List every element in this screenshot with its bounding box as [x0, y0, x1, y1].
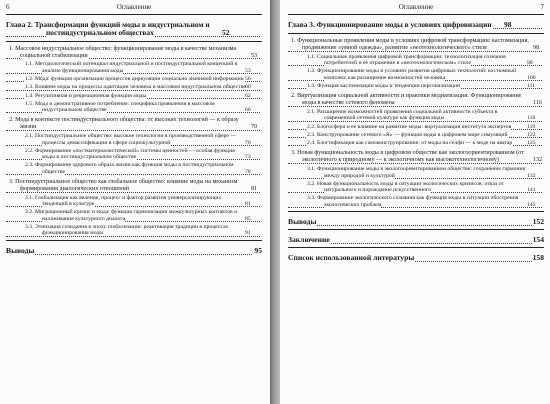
toc-entry[interactable]: [288, 83, 544, 89]
toc-entry-title: 2.3. Формирование здорового образа жизни как функция моды в постиндустриальном обществе: [25, 162, 234, 175]
toc-entry-title: 2.3. Конструирование сетевого «Я» — функция моды в цифровом мире симуляций: [307, 131, 508, 138]
toc-entry-page: 52: [261, 29, 262, 37]
toc-entry-title: 3. Постиндустриальное общество как глобальное общество: влияние моды на механизм формирования диалогических отношений: [9, 179, 238, 192]
toc-entry[interactable]: [6, 195, 262, 208]
toc-entry[interactable]: [6, 224, 262, 237]
toc-entry[interactable]: [6, 247, 262, 255]
toc-entry[interactable]: [6, 101, 262, 114]
book-gutter: [270, 0, 280, 404]
toc-entry-page: 66: [261, 107, 262, 113]
toc-entry[interactable]: [6, 76, 262, 82]
toc-entry[interactable]: [288, 132, 544, 138]
toc-entry-page: 116: [543, 115, 544, 121]
toc-entry-title: Список использованной литературы: [288, 252, 415, 262]
toc-entry-page: 106: [543, 75, 544, 81]
toc-entry[interactable]: [6, 179, 262, 193]
toc-entry-title: 1.2. Функционирование моды в условиях развития цифровых технологий: костюмный комплекс как расширение возможностей человека: [307, 68, 517, 81]
toc-entry-page: 73: [261, 154, 262, 160]
toc-entry[interactable]: [288, 218, 544, 226]
toc-entry-page: 125: [543, 140, 544, 146]
toc-entry-title: 1.1. Социальные проявления цифровой трансформации: технологизация сознания потребителей и ее отражение в «неотехнологическом» стиле: [307, 53, 506, 66]
toc-entry-page: 91: [261, 230, 262, 236]
toc-entry[interactable]: [288, 54, 544, 67]
left-page-number: 6: [6, 3, 10, 11]
toc-entry-page: 53: [261, 53, 262, 60]
toc-entry-title: Заключение: [288, 234, 330, 244]
toc-entry-page: 122: [543, 132, 544, 138]
section-divider: [288, 229, 544, 230]
toc-entry-title: 2. Виртуализация социальной активности и практики медиатизации. Функционирование моды в качестве сетевого феномена: [291, 93, 522, 106]
right-page-header-title: Оглавление: [398, 3, 434, 11]
toc-entry-title: Глава 3. Функционирование моды в условиях цифровизации: [288, 20, 492, 29]
toc-entry-title: 2.2. Формирование «постматериалистической» системы ценностей — особая функция моды в постиндустриальном обществе: [25, 147, 235, 161]
toc-entry[interactable]: [288, 140, 544, 146]
toc-entry-page: 154: [532, 234, 544, 244]
leader-dots: [288, 216, 544, 226]
toc-entry-page: 158: [532, 252, 544, 262]
toc-entry-title: 1. Функциональные проявления моды в условиях цифровой трансформации: кастомизация, продвижение «умной одежды», развитие «неотехнологического» стиля: [291, 37, 529, 51]
left-page: [0, 0, 270, 404]
toc-entry-title: Выводы: [288, 216, 317, 226]
toc-entry[interactable]: [288, 166, 544, 179]
leader-dots: [6, 245, 262, 255]
toc-entry-title: 1.4. Регулятивная и рекреационная функция моды: [25, 92, 147, 99]
toc-entry-page: 95: [254, 245, 262, 255]
toc-entry-title: 3.2. Новая функциональность моды в ситуации экологических кризисов: отказ от натурального и порождение искусственного: [307, 180, 504, 194]
toc-entry-page: 132: [543, 173, 544, 179]
toc-entry-title: 3.3. Формирование экологического сознания как функция моды в ситуации обострения экологических проблем: [307, 195, 519, 208]
toc-entry[interactable]: [6, 133, 262, 146]
section-divider: [6, 41, 262, 42]
toc-entry-title: 1.2. Мода: функция организации процессов циркуляции социально значимой информации: [25, 76, 244, 82]
toc-entry[interactable]: [6, 117, 262, 131]
toc-entry-page: 70: [261, 140, 262, 146]
toc-entry-title: Выводы: [6, 245, 35, 255]
toc-list-right: [288, 21, 544, 262]
toc-entry-page: 98: [543, 45, 544, 52]
toc-entry-page: 81: [261, 201, 262, 207]
toc-entry[interactable]: [288, 150, 544, 164]
toc-entry[interactable]: [288, 195, 544, 208]
toc-entry[interactable]: [288, 68, 544, 81]
toc-entry[interactable]: [288, 21, 544, 29]
toc-entry[interactable]: [6, 93, 262, 99]
toc-entry[interactable]: [6, 46, 262, 60]
toc-entry[interactable]: [6, 162, 262, 175]
toc-entry-title: 1.1. Методологический потенциал индустриальной и постиндустриальной концепций в анализе функционирования моды: [25, 61, 238, 74]
toc-entry-title: 1.3. Функция кастомизации моды и тенденции персонализации: [307, 82, 461, 89]
toc-entry-page: 152: [532, 216, 544, 226]
toc-entry[interactable]: [288, 181, 544, 194]
toc-entry[interactable]: [288, 109, 544, 122]
section-divider: [288, 247, 544, 248]
toc-entry[interactable]: [288, 38, 544, 52]
toc-entry-page: 119: [543, 124, 544, 130]
toc-entry-title: 2.4. Блогтификация как самоконструирование: от моды на селфи — к моде на аватар: [307, 140, 513, 147]
toc-entry[interactable]: [288, 254, 544, 262]
toc-entry-page: 81: [261, 186, 262, 193]
section-divider: [6, 240, 262, 241]
left-page-header: [6, 0, 262, 15]
toc-entry[interactable]: [288, 124, 544, 130]
toc-entry[interactable]: [6, 209, 262, 222]
toc-entry-title: 1.3. Влияние моды на процессы адаптации человека в массовом индустриальном обществе: [25, 84, 246, 91]
toc-entry-page: 132: [533, 157, 543, 164]
right-page-header: [288, 0, 544, 15]
toc-entry[interactable]: [288, 93, 544, 107]
toc-entry-page: 145: [543, 202, 544, 208]
section-divider: [288, 33, 544, 34]
toc-entry-title: 3.1. Глобализация как явление, процесс и фактор развития универсализирующих тенденций в культуре: [25, 194, 222, 208]
toc-entry-page: 62: [261, 93, 262, 99]
leader-dots: [6, 124, 262, 131]
toc-entry-title: 3. Новая функциональность моды в цифровом обществе как экологоориентированном (от экологичного к природному — к экологичному как высокотехнологичному): [291, 150, 524, 164]
toc-entry[interactable]: [6, 148, 262, 161]
toc-entry[interactable]: [6, 84, 262, 90]
toc-entry-page: 141: [543, 187, 544, 193]
toc-entry-page: 98: [543, 21, 544, 29]
toc-entry-page: 56: [261, 76, 262, 82]
toc-entry[interactable]: [6, 21, 262, 37]
toc-entry-title: Глава 2. Трансформация функций моды в индустриальном и постиндустриальном обществах: [6, 20, 210, 37]
toc-entry[interactable]: [6, 61, 262, 74]
toc-entry-title: 3.3. Этнизация созидания в эпоху глобализации: реактивация традиции в процессах функционирования моды: [25, 224, 229, 237]
toc-entry-page: 53: [261, 68, 262, 74]
toc-entry-title: 2.1. Постиндустриальное общество: высокие технологии в производственной сфере — процессы демассификации в сфере социокультурной: [25, 133, 236, 146]
toc-entry-page: 60: [261, 84, 262, 90]
toc-entry-page: 78: [261, 169, 262, 175]
toc-entry-page: 111: [543, 83, 544, 89]
toc-entry-title: 3.2. Миграционный кризис и мода: функция гармонизации межкультурных контактов и налаживания культурного диалога: [25, 209, 238, 222]
right-page: [280, 0, 550, 404]
toc-entry-page: 85: [261, 216, 262, 222]
toc-entry-title: 2.2. Блогосфера и ее влияние на развитие моды: виртуализация института экспертов: [307, 123, 512, 130]
toc-entry-page: 70: [261, 124, 262, 131]
toc-entry-page: 116: [543, 100, 544, 107]
toc-list-left: [6, 21, 262, 255]
toc-entry-title: 2. Мода в контексте постиндустриального общества: от высоких технологий — к образу жизни: [9, 117, 239, 131]
toc-entry-title: 3.1. Функционирование моды в экологоориентированном обществе: сохранение гармонии между природой и культурой: [307, 166, 526, 179]
toc-entry-title: 1. Массовое индустриальное общество: функционирование моды в качестве механизма социальной стабилизации: [9, 45, 237, 59]
toc-entry[interactable]: [288, 236, 544, 244]
toc-entry-title: 1.5. Мода и демонстративное потребление: специфика проявления в массовом индустриальном обществе: [25, 100, 215, 114]
toc-entry-page: 98: [543, 60, 544, 66]
left-page-header-title: Оглавление: [116, 3, 152, 11]
toc-entry-title: 2.1. Расширение возможностей проявления социальной активности субъекта в современной сетевой культуре как функция моды: [307, 108, 498, 122]
right-page-number: 7: [540, 3, 544, 11]
section-divider: [288, 211, 544, 212]
